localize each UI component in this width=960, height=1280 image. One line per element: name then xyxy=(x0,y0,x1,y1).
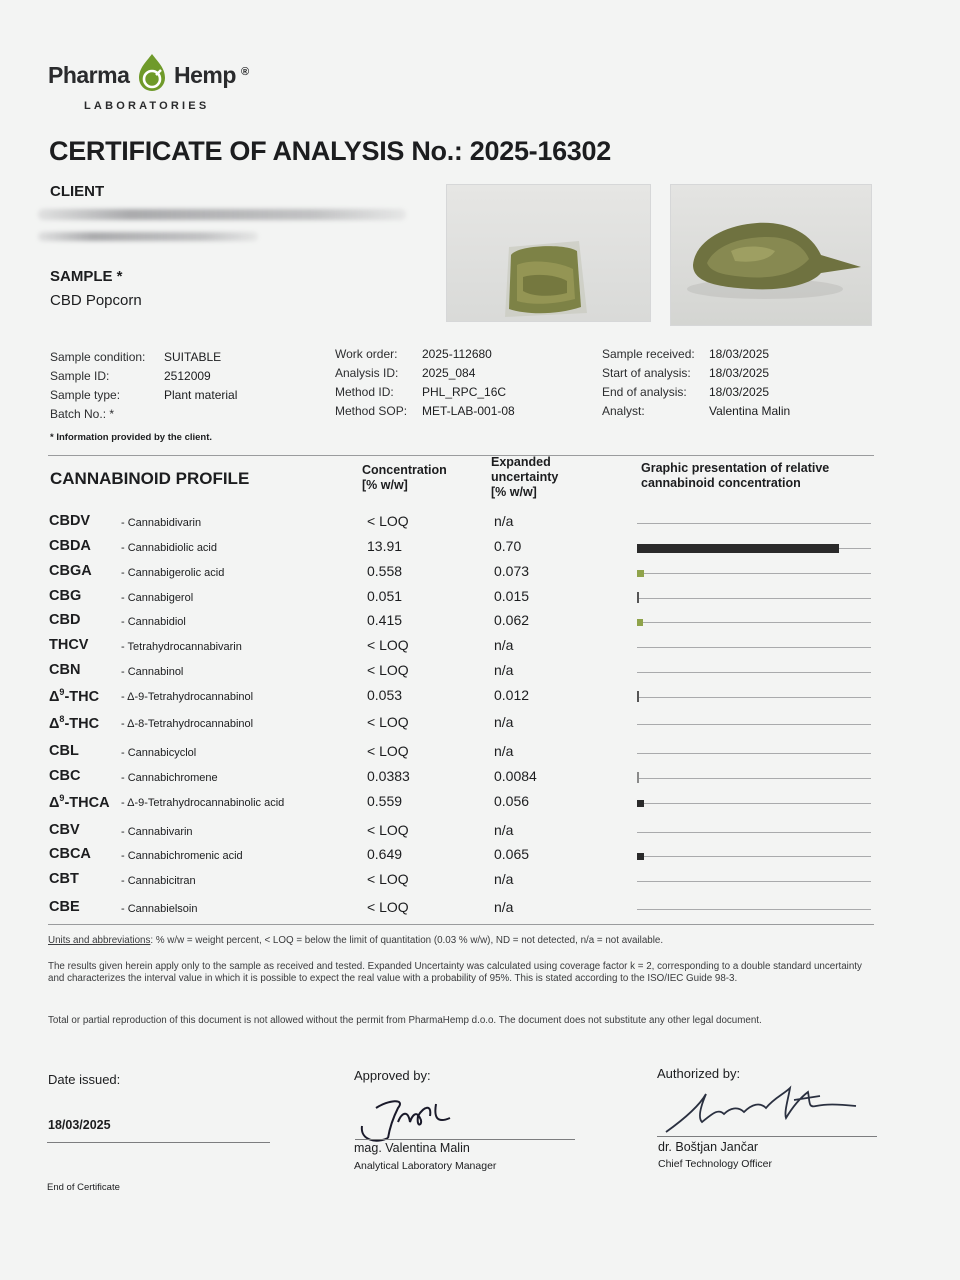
concentration-bar xyxy=(637,592,639,603)
detail-row xyxy=(602,364,790,383)
graph-baseline xyxy=(637,672,871,673)
graph-baseline xyxy=(637,622,871,623)
cannabinoid-row xyxy=(0,819,960,841)
graph-baseline xyxy=(637,803,871,804)
uncertainty-value: 0.70 xyxy=(494,538,522,554)
graph-baseline xyxy=(637,909,871,910)
uncertainty-value: n/a xyxy=(494,822,514,838)
column-header-line: [% w/w] xyxy=(491,485,537,499)
units-label: Units and abbreviations xyxy=(48,935,151,946)
abbr-superscript: 8 xyxy=(59,714,65,724)
cannabinoid-name: - Tetrahydrocannabivarin xyxy=(121,641,242,653)
graph-baseline xyxy=(637,573,871,574)
concentration-value: 0.558 xyxy=(367,563,403,579)
cannabinoid-row xyxy=(0,896,960,918)
certificate-title: CERTIFICATE OF ANALYSIS No.: 2025-16302 xyxy=(49,136,611,166)
column-header-graph xyxy=(641,461,829,491)
cannabinoid-row xyxy=(0,684,960,706)
detail-key: End of analysis: xyxy=(602,385,687,399)
authorizer-name: dr. Boštjan Jančar xyxy=(658,1140,759,1154)
uncertainty-value: n/a xyxy=(494,871,514,887)
cannabinoid-name: - Cannabigerol xyxy=(121,592,194,604)
authorized-line xyxy=(657,1136,877,1137)
column-header-concentration xyxy=(362,463,447,493)
sample-details xyxy=(50,348,237,424)
detail-key: Batch No.: * xyxy=(50,407,115,421)
graph-baseline xyxy=(637,753,871,754)
column-header-line: Concentration xyxy=(362,463,447,477)
cannabinoid-abbr: CBD xyxy=(49,612,81,628)
graph-baseline xyxy=(637,832,871,833)
column-header-line: Graphic presentation of relative xyxy=(641,461,830,475)
cannabinoid-name: - Δ-9-Tetrahydrocannabinol xyxy=(121,691,254,703)
concentration-value: 13.91 xyxy=(367,538,403,554)
concentration-value: < LOQ xyxy=(367,871,409,887)
sample-name: CBD Popcorn xyxy=(50,292,142,309)
date-issued-value: 18/03/2025 xyxy=(48,1118,111,1132)
cannabinoid-abbr: CBGA xyxy=(49,563,92,579)
concentration-value: < LOQ xyxy=(367,714,409,730)
abbr-suffix: -THCA xyxy=(64,794,110,811)
logo-word-pharma: Pharma xyxy=(48,62,130,88)
concentration-bar xyxy=(637,570,644,577)
concentration-value: < LOQ xyxy=(367,513,409,529)
authorizer-signature xyxy=(660,1078,870,1138)
cannabinoid-name: - Cannabidiol xyxy=(121,616,186,628)
cannabinoid-abbr: CBL xyxy=(49,743,79,759)
concentration-value: < LOQ xyxy=(367,637,409,653)
cannabinoid-abbr: CBDV xyxy=(49,513,91,529)
cannabinoid-name: - Cannabidiolic acid xyxy=(121,542,217,554)
graph-baseline xyxy=(637,523,871,524)
uncertainty-value: 0.073 xyxy=(494,563,530,579)
cannabinoid-row xyxy=(0,585,960,607)
uncertainty-value: 0.012 xyxy=(494,687,530,703)
cannabinoid-row xyxy=(0,765,960,787)
abbr-superscript: 9 xyxy=(59,793,65,803)
reproduction-footnote: Total or partial reproduction of this document is not allowed without the permit from PharmaHemp d.o.o. The document does not substitute any other legal document. xyxy=(48,1015,762,1026)
cannabinoid-abbr: CBE xyxy=(49,899,80,915)
cannabinoid-row xyxy=(0,843,960,865)
uncertainty-value: 0.056 xyxy=(494,793,530,809)
detail-key: Method ID: xyxy=(335,385,394,399)
cannabinoid-row xyxy=(0,609,960,631)
detail-key: Sample received: xyxy=(602,347,695,361)
results-footnote: The results given herein apply only to the sample as received and tested. Expanded Uncertainty was calculated using coverage factor k = 2, corresponding to a double standard uncertainty and characterizes the interval value in which it is possible to expect the real value with a probability of 95%. This is stated according to the ISO/IEC Guide 98-3. xyxy=(48,961,862,984)
approver-role: Analytical Laboratory Manager xyxy=(354,1160,497,1172)
concentration-value: 0.649 xyxy=(367,846,403,862)
uncertainty-value: 0.015 xyxy=(494,588,530,604)
detail-row xyxy=(50,386,237,405)
concentration-bar xyxy=(637,853,644,860)
cannabinoid-name: - Cannabichromenic acid xyxy=(121,850,243,862)
units-footnote xyxy=(48,935,878,947)
concentration-value: < LOQ xyxy=(367,662,409,678)
end-of-certificate: End of Certificate xyxy=(47,1182,120,1193)
detail-row xyxy=(50,405,237,424)
cannabinoid-profile-title: CANNABINOID PROFILE xyxy=(50,469,250,488)
approved-by-label: Approved by: xyxy=(354,1068,431,1083)
abbr-suffix: -THC xyxy=(64,715,100,732)
client-info-note: * Information provided by the client. xyxy=(50,432,213,443)
column-header-line: uncertainty xyxy=(491,470,559,484)
detail-key: Method SOP: xyxy=(335,404,408,418)
detail-value: Plant material xyxy=(164,388,238,402)
detail-key: Sample condition: xyxy=(50,350,146,364)
detail-value: 18/03/2025 xyxy=(709,347,770,361)
graph-baseline xyxy=(637,697,871,698)
cannabinoid-row xyxy=(0,740,960,762)
approved-line xyxy=(355,1139,575,1140)
detail-value: MET-LAB-001-08 xyxy=(422,404,515,418)
detail-key: Analysis ID: xyxy=(335,366,399,380)
detail-row xyxy=(50,348,237,367)
detail-key: Work order: xyxy=(335,347,398,361)
leaf-drop-icon xyxy=(134,52,170,94)
cannabinoid-abbr: CBCA xyxy=(49,846,91,862)
detail-row xyxy=(602,402,790,421)
approver-name: mag. Valentina Malin xyxy=(354,1141,470,1155)
detail-row xyxy=(335,402,515,421)
cannabinoid-name: - Cannabicyclol xyxy=(121,747,197,759)
divider-bottom xyxy=(48,924,874,925)
concentration-value: 0.0383 xyxy=(367,768,410,784)
graph-baseline xyxy=(637,598,871,599)
detail-row xyxy=(602,383,790,402)
logo-word-hemp: Hemp xyxy=(174,62,236,88)
cannabinoid-row xyxy=(0,868,960,890)
detail-value: 2025_084 xyxy=(422,366,476,380)
graph-baseline xyxy=(637,724,871,725)
pharmahemp-logo xyxy=(48,52,268,114)
cannabinoid-abbr: CBT xyxy=(49,871,79,887)
redacted-client-line-2 xyxy=(38,232,258,241)
cannabinoid-row xyxy=(0,560,960,582)
cannabinoid-name: - Δ-9-Tetrahydrocannabinolic acid xyxy=(121,797,285,809)
detail-row xyxy=(335,345,515,364)
date-details xyxy=(602,345,790,421)
cannabinoid-row xyxy=(0,510,960,532)
abbr-superscript: 9 xyxy=(59,687,65,697)
detail-row xyxy=(335,383,515,402)
graph-baseline xyxy=(637,856,871,857)
detail-key: Start of analysis: xyxy=(602,366,691,380)
uncertainty-value: n/a xyxy=(494,714,514,730)
concentration-value: 0.559 xyxy=(367,793,403,809)
cannabinoid-name: - Cannabichromene xyxy=(121,772,218,784)
uncertainty-value: 0.0084 xyxy=(494,768,537,784)
date-line xyxy=(47,1142,270,1143)
cannabinoid-name: - Cannabinol xyxy=(121,666,184,678)
cannabinoid-name: - Cannabigerolic acid xyxy=(121,567,225,579)
graph-baseline xyxy=(637,647,871,648)
logo-subtitle: LABORATORIES xyxy=(84,100,210,112)
cannabinoid-row xyxy=(0,711,960,733)
cannabinoid-abbr: CBDA xyxy=(49,538,91,554)
cannabinoid-abbr: CBG xyxy=(49,588,82,604)
cannabinoid-abbr xyxy=(49,714,99,732)
uncertainty-value: 0.065 xyxy=(494,846,530,862)
registered-mark: ® xyxy=(241,66,250,78)
cannabinoid-row xyxy=(0,634,960,656)
concentration-value: < LOQ xyxy=(367,899,409,915)
concentration-value: 0.415 xyxy=(367,612,403,628)
abbr-delta: Δ xyxy=(49,794,60,811)
units-text: : % w/w = weight percent, < LOQ = below the limit of quantitation (0.03 % w/w), ND = not detected, n/a = not available. xyxy=(150,935,664,946)
authorized-by-label: Authorized by: xyxy=(657,1066,741,1081)
detail-value: SUITABLE xyxy=(164,350,222,364)
detail-row xyxy=(335,364,515,383)
concentration-value: 0.051 xyxy=(367,588,403,604)
cannabinoid-row xyxy=(0,790,960,812)
cannabinoid-name: - Cannabivarin xyxy=(121,826,193,838)
cannabinoid-abbr: CBV xyxy=(49,822,80,838)
abbr-delta: Δ xyxy=(49,688,60,705)
uncertainty-value: n/a xyxy=(494,743,514,759)
detail-value: 18/03/2025 xyxy=(709,366,770,380)
abbr-delta: Δ xyxy=(49,715,60,732)
uncertainty-value: 0.062 xyxy=(494,612,530,628)
concentration-value: 0.053 xyxy=(367,687,403,703)
cannabinoid-name: - Δ-8-Tetrahydrocannabinol xyxy=(121,718,254,730)
column-header-line: Expanded xyxy=(491,455,551,469)
detail-value: PHL_RPC_16C xyxy=(422,385,507,399)
sample-label: SAMPLE * xyxy=(50,268,123,285)
uncertainty-value: n/a xyxy=(494,662,514,678)
uncertainty-value: n/a xyxy=(494,637,514,653)
authorizer-role: Chief Technology Officer xyxy=(658,1158,773,1170)
redacted-client-line-1 xyxy=(38,209,406,220)
cannabinoid-abbr: THCV xyxy=(49,637,89,653)
graph-baseline xyxy=(637,881,871,882)
cannabinoid-row xyxy=(0,535,960,557)
detail-value: 2512009 xyxy=(164,369,211,383)
cannabinoid-abbr: CBC xyxy=(49,768,81,784)
cannabinoid-abbr xyxy=(49,793,110,811)
concentration-bar xyxy=(637,691,639,702)
concentration-value: < LOQ xyxy=(367,743,409,759)
concentration-bar xyxy=(637,619,643,626)
detail-key: Analyst: xyxy=(602,404,645,418)
cannabinoid-name: - Cannabidivarin xyxy=(121,517,202,529)
concentration-bar xyxy=(637,772,639,783)
sample-flower-photo xyxy=(670,184,872,326)
client-label: CLIENT xyxy=(50,183,105,200)
cannabinoid-name: - Cannabicitran xyxy=(121,875,196,887)
abbr-suffix: -THC xyxy=(64,688,100,705)
concentration-value: < LOQ xyxy=(367,822,409,838)
detail-value: Valentina Malin xyxy=(709,404,791,418)
detail-row xyxy=(602,345,790,364)
detail-row xyxy=(50,367,237,386)
detail-key: Sample ID: xyxy=(50,369,110,383)
divider-top xyxy=(48,455,874,456)
date-issued-label: Date issued: xyxy=(48,1072,121,1087)
cannabinoid-abbr: CBN xyxy=(49,662,81,678)
cannabinoid-abbr xyxy=(49,687,99,705)
column-header-line: cannabinoid concentration xyxy=(641,476,801,490)
detail-key: Sample type: xyxy=(50,388,121,402)
concentration-bar xyxy=(637,800,644,807)
analysis-details xyxy=(335,345,515,421)
column-header-uncertainty xyxy=(491,455,558,500)
detail-value: 18/03/2025 xyxy=(709,385,770,399)
graph-baseline xyxy=(637,778,871,779)
detail-value: 2025-112680 xyxy=(422,347,492,361)
sample-bag-photo xyxy=(446,184,651,322)
column-header-line: [% w/w] xyxy=(362,478,408,492)
concentration-bar xyxy=(637,544,839,553)
cannabinoid-row xyxy=(0,659,960,681)
uncertainty-value: n/a xyxy=(494,899,514,915)
cannabinoid-name: - Cannabielsoin xyxy=(121,903,198,915)
uncertainty-value: n/a xyxy=(494,513,514,529)
